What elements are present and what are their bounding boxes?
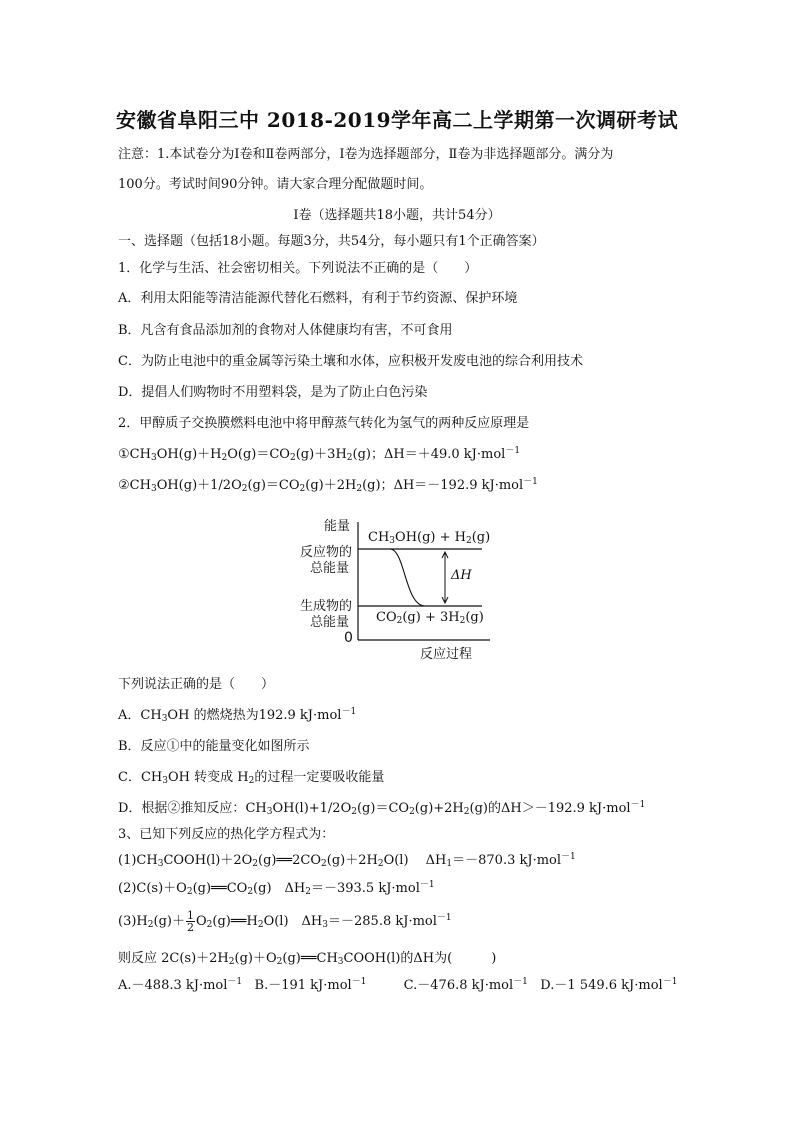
q1-option-d: D．提倡人们购物时不用塑料袋，是为了防止白色污染 — [118, 385, 428, 400]
q2-ask: 下列说法正确的是（ ） — [118, 677, 275, 692]
q2-reaction-2-dh: ΔH＝－192.9 kJ·mol — [393, 478, 524, 493]
q3-option-c: C.－476.8 kJ·mol$^{-1}$ — [403, 977, 528, 993]
q1-option-b: B．凡含有食品添加剂的食物对人体健康均有害，不可食用 — [118, 323, 453, 338]
diagram-y-axis-label: 能量 — [324, 519, 351, 534]
q3-fraction: $\frac{1}{2}$ — [186, 909, 194, 934]
q2-option-b: B．反应①中的能量变化如图所示 — [118, 739, 310, 754]
q3-equation-3: $(3)H_2(g)+$ $\frac{1}{2}$ $O_2(g)══H_2O(l)$ $\Delta H_3=-285.8$ kJ·mol$^{-1}$ — [118, 909, 452, 934]
notice-line-1: 注意：1.本试卷分为Ⅰ卷和Ⅱ卷两部分，Ⅰ卷为选择题部分，Ⅱ卷为非选择题部分。满分为 — [118, 147, 614, 162]
energy-diagram — [290, 512, 500, 662]
q2-reaction-2: $②CH_3OH(g)+1/2O_2(g)=CO_2(g)+2H_2(g)$；ΔH＝－192.9 kJ·mol$^{-1}$ — [118, 477, 538, 494]
q2-reaction-1: $①CH_3OH(g)+H_2O(g)=CO_2(g)+3H_2(g)$；ΔH＝＋49.0 kJ·mol$^{-1}$ — [118, 446, 521, 463]
q3-dh1: ＝－870.3 kJ·mol — [452, 853, 562, 868]
q3-ask: 则反应 $2C(s)+2H_2(g)+O_2(g)══CH_3COOH(l)$的ΔH为( ) — [118, 951, 497, 967]
q3-option-b: B.－191 kJ·mol$^{-1}$ — [254, 977, 367, 993]
notice-line-2: 100分。考试时间90分钟。请大家合理分配做题时间。 — [118, 177, 433, 192]
q3-equation-2: $(2)C(s)+O_2(g)══CO_2(g)$ $\Delta H_2=-393.5$ kJ·mol$^{-1}$ — [118, 880, 435, 897]
q3-stem: 3、已知下列反应的热化学方程式为： — [118, 827, 335, 842]
diagram-reactant-label-1: 反应物的 — [300, 545, 353, 560]
diagram-reactant-formula: $CH_3OH(g) + H_2(g)$ — [368, 530, 491, 546]
diagram-x-axis-label: 反应过程 — [420, 647, 473, 662]
diagram-origin-label: 0 — [344, 630, 353, 646]
exam-title: 安徽省阜阳三中 2018-2019学年高二上学期第一次调研考试 — [115, 108, 679, 132]
q1-stem: 1．化学与生活、社会密切相关。下列说法不正确的是（ ） — [118, 261, 478, 276]
q2-reaction-1-dh: ΔH＝＋49.0 kJ·mol — [383, 447, 506, 462]
q3-ask-tail: 的ΔH为( ) — [400, 951, 497, 966]
q3-equation-1: $(1)CH_3COOH(l)+2O_2(g)══2CO_2(g)+2H_2O(l)$ $\Delta H_1=-870.3$ kJ·mol$^{-1}$ — [118, 852, 576, 869]
q2-option-a: A．$CH_3OH$ 的燃烧热为192.9 kJ·mol$^{-1}$ — [118, 707, 357, 724]
q1-option-c: C．为防止电池中的重金属等污染土壤和水体，应积极开发废电池的综合利用技术 — [118, 354, 583, 369]
q3-option-d: D.－1 549.6 kJ·mol$^{-1}$ — [540, 977, 678, 993]
part-heading: 一、选择题（包括18小题。每题3分，共54分，每小题只有1个正确答案） — [118, 234, 545, 249]
q2-option-d-head: D．根据②推知反应： — [118, 801, 246, 816]
q3-option-a: A.－488.3 kJ·mol$^{-1}$ — [118, 977, 243, 993]
diagram-dh-label: ΔH — [451, 568, 472, 583]
q2-option-d: D．根据②推知反应：$CH_3OH(l)+1/2O_2(g)=CO_2(g)+2H_2(g)$的ΔH＞－192.9 kJ·mol$^{-1}$ — [118, 800, 646, 817]
q2-option-a-text: 的燃烧热为192.9 kJ·mol — [193, 708, 342, 723]
q2-option-c-text: 的过程一定要吸收能量 — [254, 770, 385, 785]
q3-dh2: ＝－393.5 kJ·mol — [310, 881, 420, 896]
q2-option-c: C．$CH_3OH$ 转变成 $H_2$的过程一定要吸收能量 — [118, 770, 385, 786]
diagram-product-label-1: 生成物的 — [300, 599, 353, 614]
q3-dh3: ＝－285.8 kJ·mol — [328, 914, 437, 929]
section-title: Ⅰ卷（选择题共18小题，共计54分） — [293, 208, 501, 223]
q1-option-a: A．利用太阳能等清洁能源代替化石燃料，有利于节约资源、保护环境 — [118, 291, 518, 306]
q3-options — [118, 977, 677, 995]
diagram-product-label-2: 总能量 — [310, 615, 350, 630]
q2-option-d-tail: ＞－192.9 kJ·mol — [521, 801, 631, 816]
q2-stem: 2．甲醇质子交换膜燃料电池中将甲醇蒸气转化为氢气的两种反应原理是 — [118, 416, 530, 431]
diagram-reactant-label-2: 总能量 — [310, 561, 350, 576]
diagram-product-formula: $CO_2(g) + 3H_2(g)$ — [376, 610, 484, 626]
